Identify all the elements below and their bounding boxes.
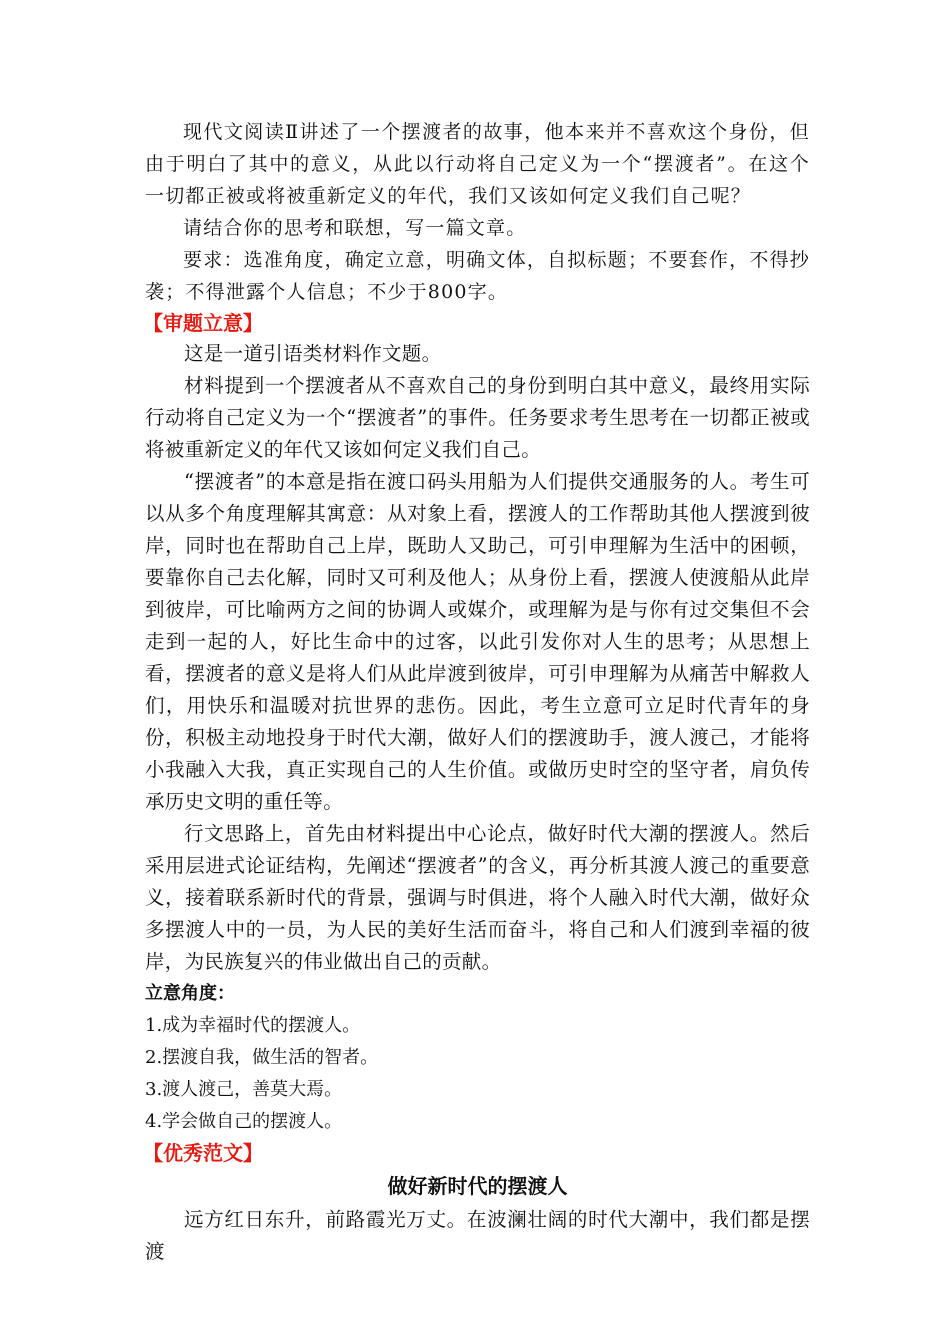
essay-title: 做好新时代的摆渡人 (387, 1174, 568, 1198)
analysis-paragraph-3: “摆渡者”的本意是指在渡口码头用船为人们提供交通服务的人。考生可以从多个角度理解其寓意：从对象上看，摆渡人的工作帮助其他人摆渡到彼岸，同时也在帮助自己上岸，既助人又助己，可引申理解为生活中的困顿，要靠你自己去化解，同时又可利及他人；从身份上看，摆渡人使渡船从此岸到彼岸，可比喻两方之间的协调人或媒介，或理解为是与你有过交集但不会走到一起的人，好比生命中的过客，以此引发你对人生的思考；从思想上看，摆渡者的意义是将人们从此岸渡到彼岸，可引申理解为从痛苦中解救人们，用快乐和温暖对抗世界的悲伤。因此，考生立意可立足时代青年的身份，积极主动地投身于时代大潮，做好人们的摆渡助手，渡人渡己，才能将小我融入大我，真正实现自己的人生价值。或做历史时空的坚守者，肩负传承历史文明的重任等。 (145, 470, 810, 813)
angle-item-3: 3.渡人渡己，善莫大焉。 (145, 1079, 343, 1100)
angle-item-2: 2.摆渡自我，做生活的智者。 (145, 1047, 379, 1068)
angle-item-4: 4.学会做自己的摆渡人。 (145, 1111, 343, 1132)
prompt-paragraph-1: 现代文阅读Ⅱ讲述了一个摆渡者的故事，他本来并不喜欢这个身份，但由于明白了其中的意义，从此以行动将自己定义为一个“摆渡者”。在这个一切都正被或将被重新定义的年代，我们又该如何定义我们自己呢？ (145, 121, 810, 207)
analysis-paragraph-4: 行文思路上，首先由材料提出中心论点，做好时代大潮的摆渡人。然后采用层进式论证结构，先阐述“摆渡者”的含义，再分析其渡人渡己的重要意义，接着联系新时代的背景，强调与时俱进，将个人融入时代大潮，做好众多摆渡人中的一员，为人民的美好生活而奋斗，将自己和人们渡到幸福的彼岸，为民族复兴的伟业做出自己的贡献。 (145, 822, 810, 973)
essay-first-line: 远方红日东升，前路霞光万丈。在波澜壮阔的时代大潮中，我们都是摆渡 (145, 1208, 810, 1263)
document-page (145, 116, 810, 1268)
angle-item-1: 1.成为幸福时代的摆渡人。 (145, 1015, 361, 1036)
prompt-requirements: 要求：选准角度，确定立意，明确文体，自拟标题；不要套作，不得抄袭；不得泄露个人信息；不少于800字。 (145, 249, 810, 303)
model-essay-heading: 【优秀范文】 (143, 1141, 263, 1165)
analysis-paragraph-2: 材料提到一个摆渡者从不喜欢自己的身份到明白其中意义，最终用实际行动将自己定义为一个“摆渡者”的事件。任务要求考生思考在一切都正被或将被重新定义的年代又该如何定义我们自己。 (145, 374, 810, 461)
angles-heading: 立意角度： (145, 983, 235, 1004)
prompt-paragraph-2: 请结合你的思考和联想，写一篇文章。 (183, 217, 527, 239)
analysis-paragraph-1: 这是一道引语类材料作文题。 (184, 342, 442, 365)
analysis-heading: 【审题立意】 (143, 311, 263, 335)
